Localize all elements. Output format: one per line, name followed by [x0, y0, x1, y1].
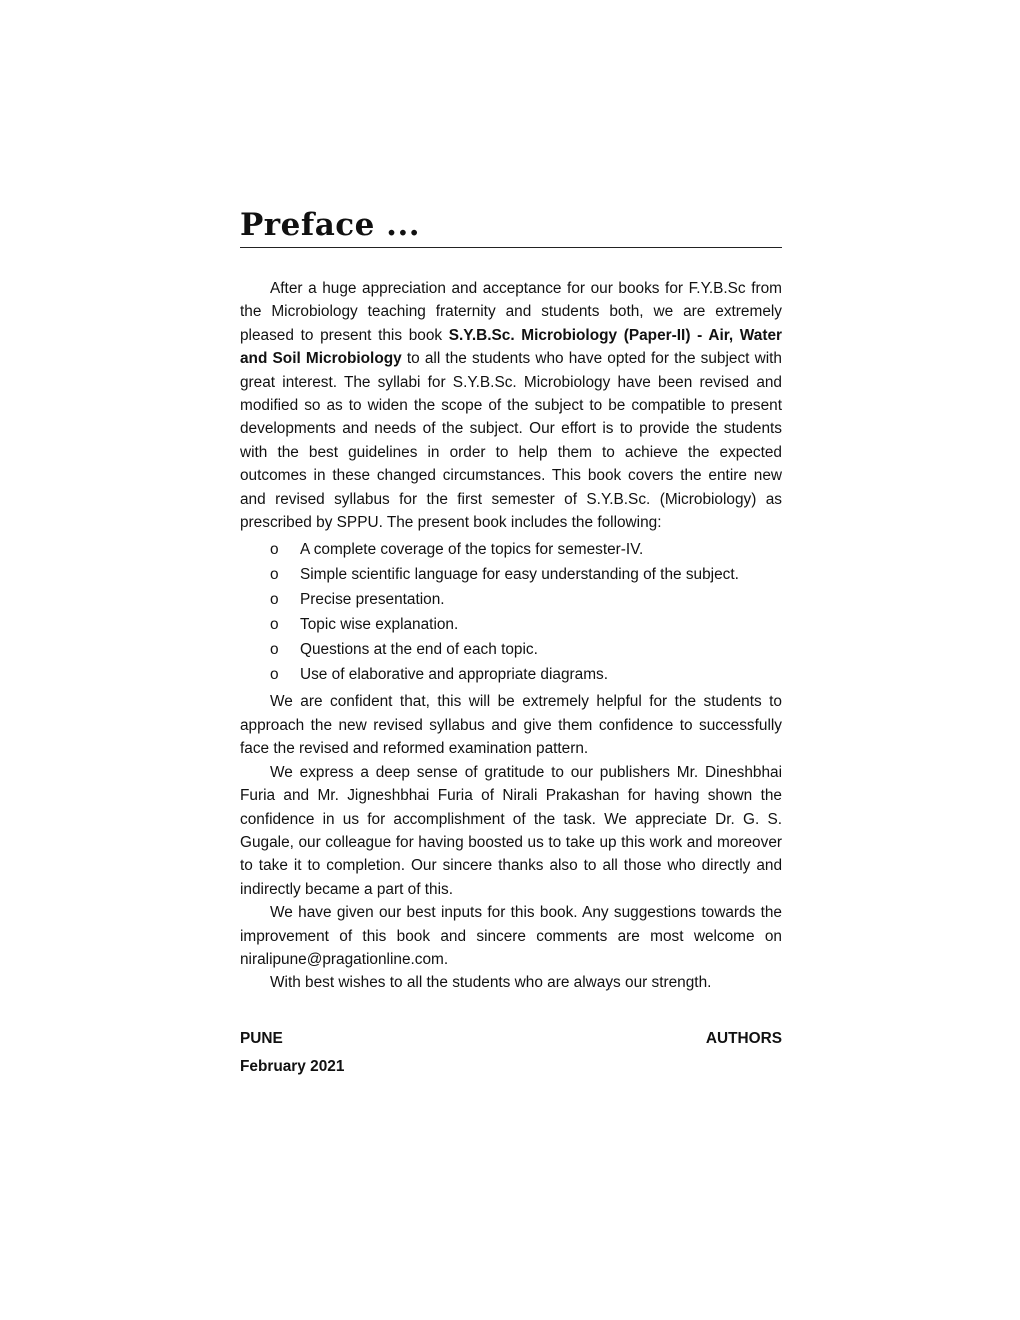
list-item — [240, 637, 782, 662]
bullet-circle-icon: o — [270, 666, 279, 684]
list-item-text: Use of elaborative and appropriate diagrams. — [300, 666, 608, 684]
list-item-text: Questions at the end of each topic. — [300, 641, 538, 659]
list-item — [240, 662, 782, 687]
list-item — [240, 562, 782, 587]
list-item-text: A complete coverage of the topics for semester-IV. — [300, 541, 644, 559]
signature-authors: AUTHORS — [705, 1029, 782, 1047]
list-item — [240, 537, 782, 562]
title-underline — [240, 247, 782, 248]
list-item — [240, 612, 782, 637]
list-item-text: Precise presentation. — [300, 591, 445, 609]
suggestions-paragraph: We have given our best inputs for this book. Any suggestions towards the improvement of this book and sincere comments are most welcome on niralipune@pragationline.com. — [240, 904, 782, 968]
book-title-bold: S.Y.B.Sc. Microbiology (Paper-II) - Air, Water and Soil Microbiology — [240, 326, 782, 368]
page-title: Preface ... — [240, 207, 421, 243]
list-item — [240, 587, 782, 612]
wishes-paragraph: With best wishes to all the students who are always our strength. — [270, 974, 712, 992]
signature-date: February 2021 — [240, 1057, 345, 1075]
gratitude-paragraph: We express a deep sense of gratitude to our publishers Mr. Dineshbhai Furia and Mr. Jigneshbhai Furia of Nirali Prakashan for having shown the confidence in us for accomplishment of the task. We appreciate Dr. G. S. Gugale, our colleague for having boosted us to take up this work and moreover to take it to completion. Our sincere thanks also to all those who directly and indirectly became a part of this. — [240, 763, 782, 898]
confidence-paragraph: We are confident that, this will be extremely helpful for the students to approach the new revised syllabus and give them confidence to successfully face the revised and reformed examination pattern. — [240, 693, 782, 758]
preface-body — [240, 277, 782, 995]
preface-page — [240, 205, 782, 1081]
intro-paragraph — [240, 277, 782, 534]
bullet-circle-icon: o — [270, 641, 279, 659]
list-item-text: Simple scientific language for easy understanding of the subject. — [300, 566, 739, 584]
bullet-circle-icon: o — [270, 541, 279, 559]
bullet-circle-icon: o — [270, 591, 279, 609]
bullet-circle-icon: o — [270, 566, 279, 584]
list-item-text: Topic wise explanation. — [300, 616, 459, 634]
features-list — [240, 537, 782, 687]
bullet-circle-icon: o — [270, 616, 279, 634]
intro-text-start: After a huge appreciation and acceptance for our books for F.Y.B.Sc from the Microbiology teaching fraternity and students both, we are extremely pleased to present this book — [240, 280, 782, 344]
signature-row — [240, 1025, 782, 1053]
intro-text-end: to all the students who have opted for the subject with great interest. The syllabi for S.Y.B.Sc. Microbiology have been revised and modified so as to widen the scope of the subject to be compatible to present developments and needs of the subject. Our effort is to provide the students with the best guidelines in order to help them to achieve the expected outcomes in these changed circumstances. This book covers the entire new and revised syllabus for the first semester of S.Y.B.Sc. (Microbiology) as prescribed by SPPU. The present book includes the following: — [240, 350, 782, 532]
signature-place: PUNE — [240, 1029, 283, 1047]
